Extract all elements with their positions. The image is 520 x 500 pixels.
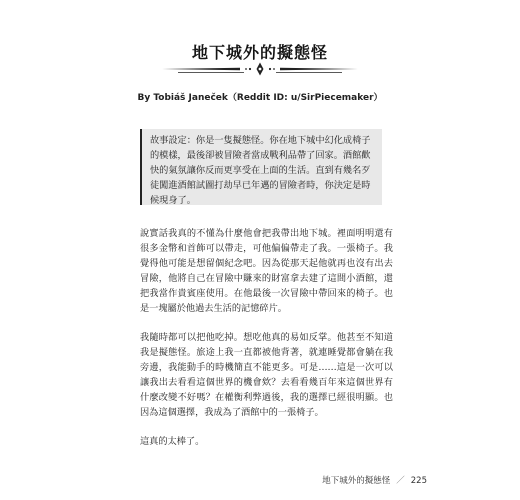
paragraph: 這真的太棒了。: [140, 436, 205, 447]
author-byline: By Tobiáš Janeček（Reddit ID: u/SirPiecemaker）: [137, 93, 383, 103]
title-ornament: [160, 62, 360, 76]
story-body: [140, 226, 393, 463]
page-number: 225: [410, 476, 427, 486]
paragraph: 說實話我真的不懂為什麼他會把我帶出地下城。裡面明明還有很多金幣和首飾可以帶走，可他偏偏帶走了我。一張椅子。我覺得他可能是想留個紀念吧。因為從那天起他就再也沒有出去冒險，他將自己在冒險中賺來的財富拿去建了這間小酒館，還把我當作貴賓座使用。在他最後一次冒險中帶回來的椅子。也是一塊屬於他過去生活的記憶碎片。: [140, 228, 393, 314]
page-title: 地下城外的擬態怪: [191, 43, 328, 62]
footer-separator: ／: [396, 476, 405, 486]
paragraph: 我隨時都可以把他吃掉。想吃他真的易如反掌。他甚至不知道我是擬態怪。旅途上我一直都被他背著，就連睡覺都會躺在我旁邊，我能動手的時機簡直不能更多。可是……這是一次可以讓我出去看看這個世界的機會欸？去看看幾百年來這個世界有什麼改變不好嗎？在權衡利弊過後，我的選擇已經很明顯。也因為這個選擇，我成為了酒館中的一張椅子。: [140, 332, 393, 418]
page-footer: [322, 474, 427, 486]
footer-chapter-title: 地下城外的擬態怪: [322, 476, 391, 486]
story-setting-box: 故事設定：你是一隻擬態怪。你在地下城中幻化成椅子的模樣，最後卻被冒險者當成戰利品帶了回家。酒館歡快的氣氛讓你反而更享受在上面的生活。直到有幾名歹徒闖進酒館試圖打劫早已年邁的冒險者時，你決定是時候現身了。: [140, 129, 382, 205]
